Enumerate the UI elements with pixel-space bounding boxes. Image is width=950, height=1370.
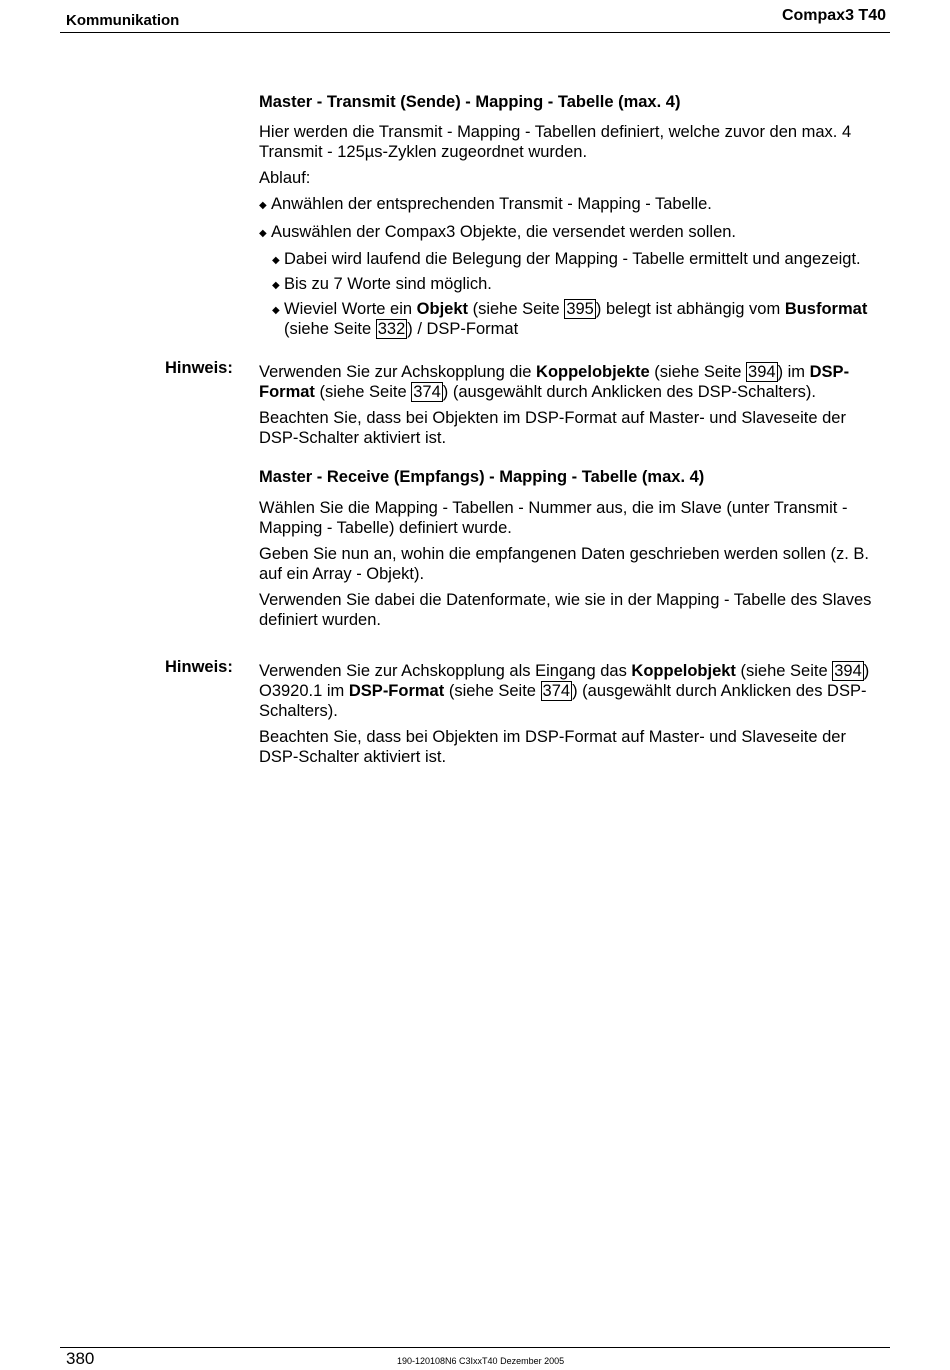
- hinweis2-body: [259, 661, 889, 767]
- page-reference-link[interactable]: 374: [413, 383, 441, 401]
- transmit-body: [259, 122, 889, 339]
- diamond-bullet-icon: ◆: [272, 280, 280, 291]
- header-rule: [60, 32, 890, 33]
- page-number: 380: [66, 1349, 95, 1368]
- running-header-product: Compax3 T40: [781, 7, 886, 24]
- transmit-ablauf: Ablauf:: [259, 169, 311, 187]
- hinweis1-paragraph: Verwenden Sie zur Achskopplung die Koppelobjekte (siehe Seite 394 ) im DSP-Format (siehe Seite 374 ) (ausgewählt durch Anklicken des DSP-Schalters).: [259, 363, 850, 401]
- hinweis-label: Hinweis:: [165, 658, 233, 676]
- hinweis2-paragraph: Verwenden Sie zur Achskopplung als Eingang das Koppelobjekt (siehe Seite 394 ) O3920.1 im DSP-Format (siehe Seite 374 ) (ausgewählt durch Anklicken des DSP-Schalters).: [259, 662, 870, 720]
- document-code: 190-120108N6 C3IxxT40 Dezember 2005: [397, 1356, 565, 1366]
- receive-paragraph-1: Wählen Sie die Mapping - Tabellen - Nummer aus, die im Slave (unter Transmit - Mapping - Tabelle) definiert wurde.: [259, 499, 848, 537]
- transmit-heading: Master - Transmit (Sende) - Mapping - Tabelle (max. 4): [259, 93, 681, 111]
- page-reference-link[interactable]: 374: [542, 682, 571, 700]
- footer-rule: [60, 1347, 890, 1348]
- list-item: ◆ Wieviel Worte ein Objekt (siehe Seite 395 ) belegt ist abhängig vom Busformat (siehe Seite 332 ) / DSP-Format: [272, 300, 868, 338]
- diamond-bullet-icon: ◆: [272, 255, 280, 266]
- transmit-intro: Hier werden die Transmit - Mapping - Tabellen definiert, welche zuvor den max. 4 Transmit - 125µs-Zyklen zugeordnet wurden.: [259, 123, 852, 161]
- page-reference-link[interactable]: 332: [377, 320, 406, 338]
- hinweis-label: Hinweis:: [165, 359, 233, 377]
- running-header-section: Kommunikation: [66, 12, 180, 29]
- page-reference-link[interactable]: 394: [748, 363, 776, 381]
- list-item: ◆ Bis zu 7 Worte sind möglich.: [259, 274, 889, 296]
- hinweis2-paragraph-2: Beachten Sie, dass bei Objekten im DSP-Format auf Master- und Slaveseite der DSP-Schalter aktiviert ist.: [259, 728, 846, 766]
- receive-heading: Master - Receive (Empfangs) - Mapping - Tabelle (max. 4): [259, 468, 705, 486]
- list-item: ◆ Auswählen der Compax3 Objekte, die versendet werden sollen.: [259, 222, 889, 244]
- list-item: ◆ Anwählen der entsprechenden Transmit - Mapping - Tabelle.: [259, 194, 889, 216]
- hinweis1-paragraph-2: Beachten Sie, dass bei Objekten im DSP-Format auf Master- und Slaveseite der DSP-Schalter aktiviert ist.: [259, 409, 846, 447]
- diamond-bullet-icon: ◆: [272, 305, 280, 316]
- hinweis1-body: [259, 362, 889, 448]
- receive-body: [259, 498, 889, 630]
- diamond-bullet-icon: ◆: [259, 228, 267, 239]
- receive-paragraph-3: Verwenden Sie dabei die Datenformate, wie sie in der Mapping - Tabelle des Slaves definiert wurden.: [259, 591, 872, 629]
- page-reference-link[interactable]: 395: [566, 300, 594, 318]
- receive-paragraph-2: Geben Sie nun an, wohin die empfangenen Daten geschrieben werden sollen (z. B. auf ein Array - Objekt).: [259, 545, 869, 583]
- page-reference-link[interactable]: 394: [834, 662, 862, 680]
- list-item: ◆ Dabei wird laufend die Belegung der Mapping - Tabelle ermittelt und angezeigt.: [259, 249, 889, 271]
- diamond-bullet-icon: ◆: [259, 200, 267, 211]
